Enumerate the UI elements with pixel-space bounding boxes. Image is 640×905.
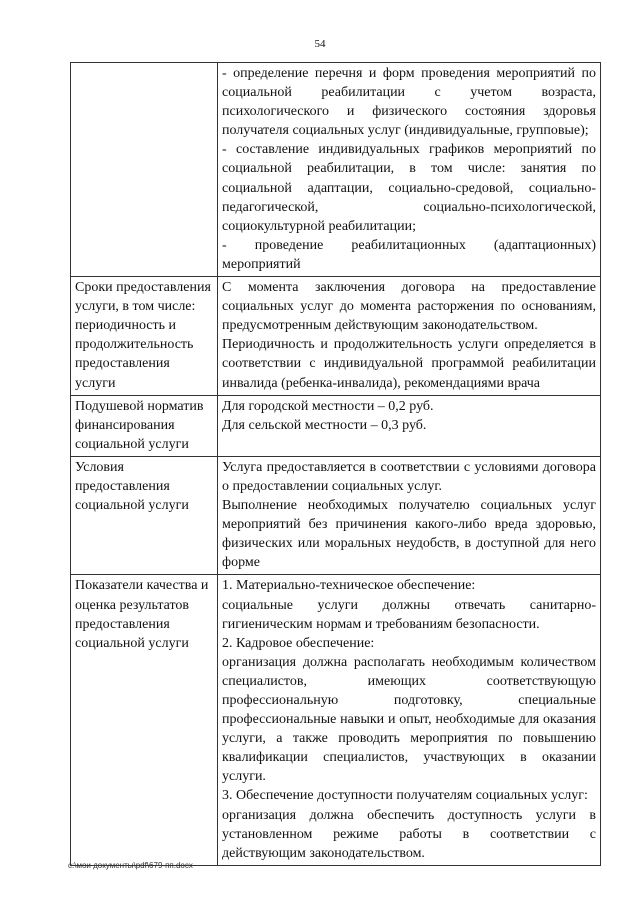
content-line: Для сельской местности – 0,3 руб. — [222, 417, 427, 433]
row-content — [218, 63, 601, 277]
row-content — [218, 395, 601, 456]
content-line: С момента заключения договора на предоставление социальных услуг до момента расторжения по основаниям, предусмотренным действующим законодательством. — [222, 280, 596, 334]
content-line: Выполнение необходимых получателю социальных услуг мероприятий без причинения какого-либо вреда здоровью, физических или моральных неудобств, в доступной для него форме — [222, 498, 596, 571]
row-content — [218, 575, 601, 865]
content-line: организация должна обеспечить доступность услуги в установленном режиме работы в соответствии с действующим законодательством. — [222, 807, 596, 861]
row-content — [218, 456, 601, 575]
content-line: социальные услуги должны отвечать санитарно-гигиеническим нормам и требованиям безопасности. — [222, 597, 596, 632]
content-line: Услуга предоставляется в соответствии с условиями договора о предоставлении социальных услуг. — [222, 459, 596, 494]
row-label: Показатели качества и оценка результатов предоставления социальной услуги — [71, 575, 218, 865]
row-label — [71, 63, 218, 277]
table-row — [71, 63, 601, 277]
row-content — [218, 277, 601, 396]
content-line: организация должна располагать необходимым количеством специалистов, имеющих соответствующую профессиональную подготовку, специальные профессиональные навыки и опыт, необходимые для оказания услуги, а также проводить мероприятия по повышению квалификации специалистов, участвующих в оказании услуги. — [222, 654, 596, 785]
footer-file-path: c:\мои документы\pdf\679-пп.docx — [68, 861, 193, 870]
service-table — [70, 62, 601, 866]
content-line: - составление индивидуальных графиков мероприятий по социальной реабилитации, в том числе: занятия по социальной адаптации, социально-средовой, социально-педагогической, социально-психологической, социокультурной реабилитации; — [222, 142, 596, 234]
content-line: Для городской местности – 0,2 руб. — [222, 398, 434, 414]
row-label: Сроки предоставления услуги, в том числе: периодичность и продолжительность предоставления услуги — [71, 277, 218, 396]
table-row — [71, 456, 601, 575]
row-label: Условия предоставления социальной услуги — [71, 456, 218, 575]
content-line: 2. Кадровое обеспечение: — [222, 635, 375, 651]
table-row — [71, 395, 601, 456]
content-line: 3. Обеспечение доступности получателям социальных услуг: — [222, 788, 588, 804]
row-label: Подушевой норматив финансирования социальной услуги — [71, 395, 218, 456]
content-line: Периодичность и продолжительность услуги определяется в соответствии с индивидуальной программой реабилитации инвалида (ребенка-инвалида), рекомендациями врача — [222, 337, 596, 391]
table-row — [71, 277, 601, 396]
content-line: - определение перечня и форм проведения мероприятий по социальной реабилитации с учетом возраста, психологического и физического состояния здоровья получателя социальных услуг (индивидуальные, групповые); — [222, 66, 596, 139]
table-row — [71, 575, 601, 865]
page-number: 54 — [314, 38, 326, 50]
content-line: - проведение реабилитационных (адаптационных) мероприятий — [222, 237, 596, 272]
content-line: 1. Материально-техническое обеспечение: — [222, 578, 476, 594]
